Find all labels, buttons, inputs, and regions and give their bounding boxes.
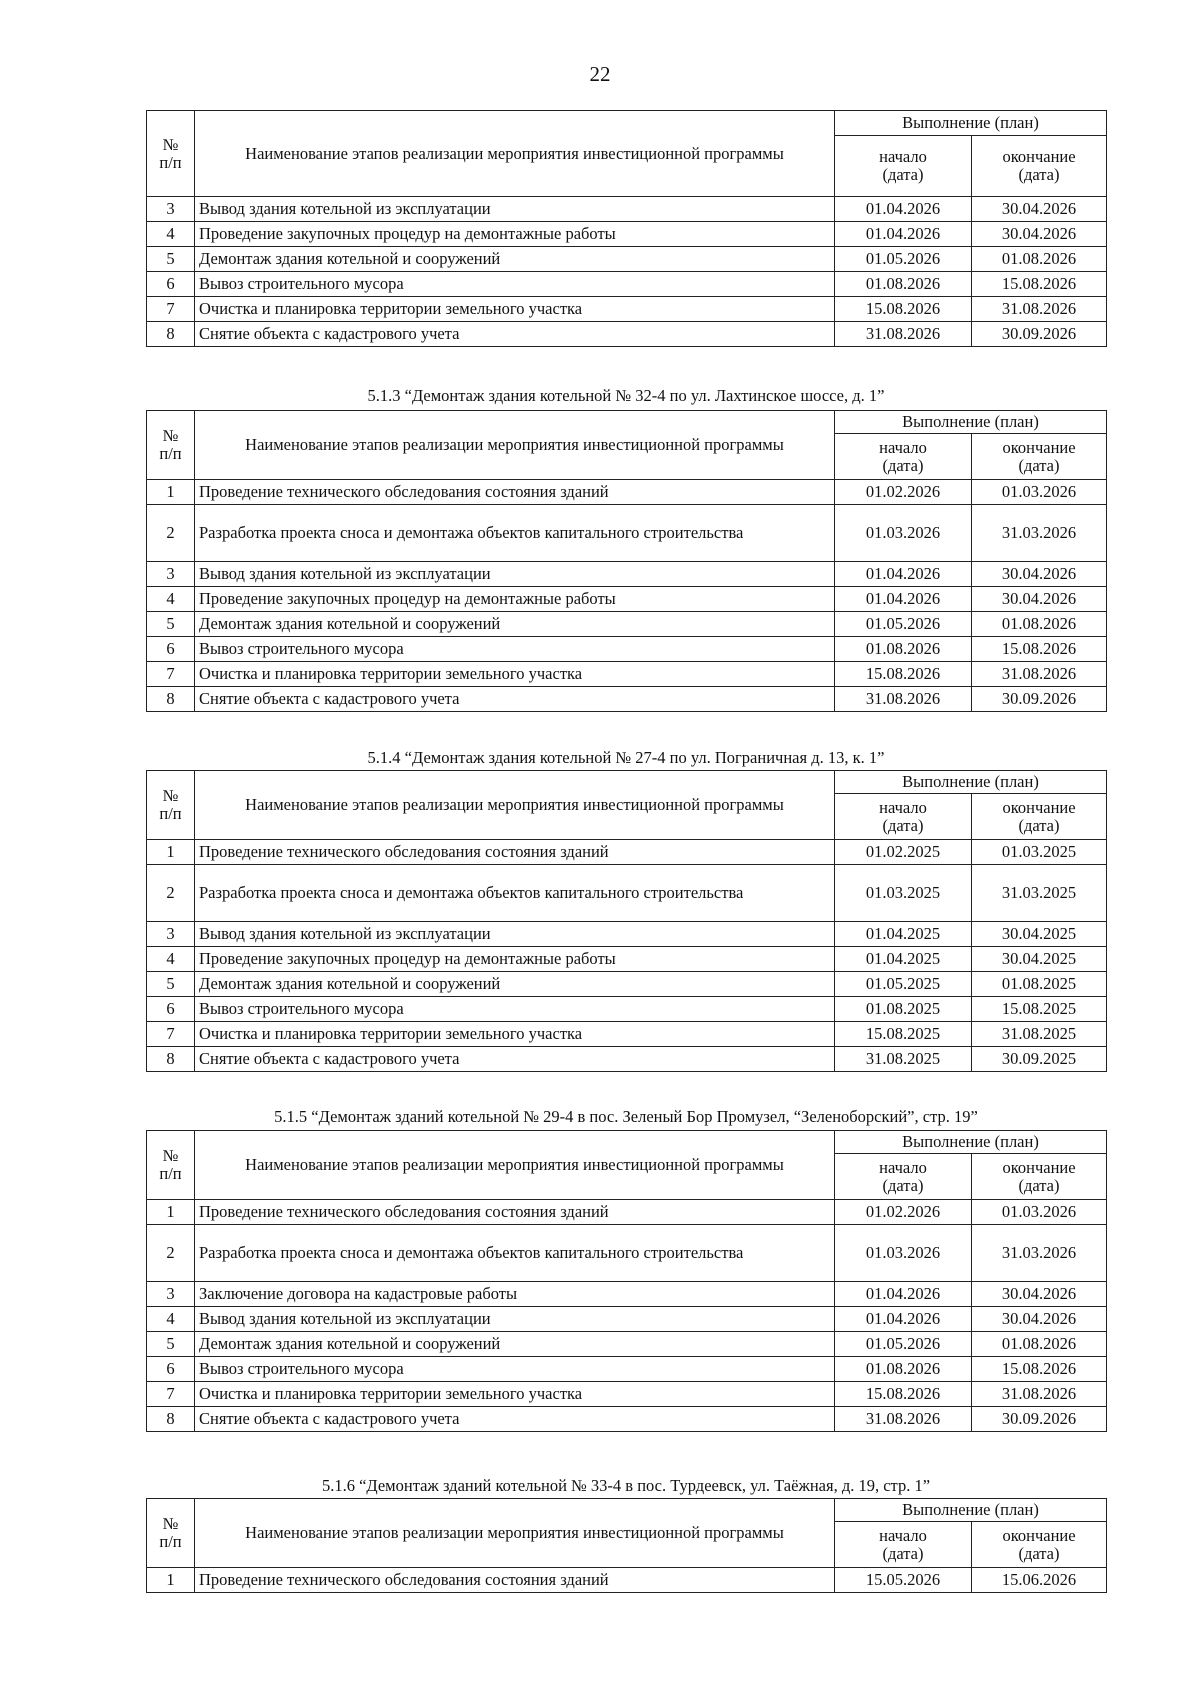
header-stage-name: Наименование этапов реализации мероприятия инвестиционной программы [195, 411, 835, 480]
table-row [147, 1382, 1107, 1407]
stage-name: Вывод здания котельной из эксплуатации [195, 562, 835, 587]
stage-name: Очистка и планировка территории земельного участка [195, 1382, 835, 1407]
row-number: 3 [147, 922, 195, 947]
stages-table-5-1-4 [146, 770, 1107, 1072]
stage-name: Проведение закупочных процедур на демонтажные работы [195, 587, 835, 612]
section-title-5-1-4: 5.1.4 “Демонтаж здания котельной № 27-4 по ул. Пограничная д. 13, к. 1” [367, 748, 885, 767]
row-number: 1 [147, 840, 195, 865]
table-row [147, 480, 1107, 505]
stage-name: Снятие объекта с кадастрового учета [195, 1407, 835, 1432]
end-date: 01.08.2026 [972, 247, 1107, 272]
row-number: 7 [147, 1382, 195, 1407]
end-date: 31.03.2025 [972, 865, 1107, 922]
stage-name: Снятие объекта с кадастрового учета [195, 1047, 835, 1072]
row-number: 4 [147, 1307, 195, 1332]
row-number: 8 [147, 1407, 195, 1432]
row-number: 3 [147, 197, 195, 222]
header-stage-name: Наименование этапов реализации мероприятия инвестиционной программы [195, 771, 835, 840]
table-row [147, 247, 1107, 272]
table-row [147, 297, 1107, 322]
header-start-date: начало (дата) [835, 1154, 972, 1200]
stage-name: Заключение договора на кадастровые работы [195, 1282, 835, 1307]
stage-name: Проведение закупочных процедур на демонтажные работы [195, 947, 835, 972]
start-date: 01.04.2025 [835, 922, 972, 947]
table-row [147, 612, 1107, 637]
stage-name: Разработка проекта сноса и демонтажа объектов капитального строительства [195, 505, 835, 562]
stage-name: Демонтаж здания котельной и сооружений [195, 972, 835, 997]
header-execution-plan: Выполнение (план) [835, 771, 1107, 794]
row-number: 6 [147, 997, 195, 1022]
stages-table-continued [146, 110, 1107, 347]
row-number: 6 [147, 637, 195, 662]
row-number: 5 [147, 972, 195, 997]
end-date: 01.03.2026 [972, 1200, 1107, 1225]
row-number: 4 [147, 222, 195, 247]
start-date: 01.03.2026 [835, 1225, 972, 1282]
header-stage-name: Наименование этапов реализации мероприятия инвестиционной программы [195, 1499, 835, 1568]
start-date: 01.05.2026 [835, 612, 972, 637]
stage-name: Вывоз строительного мусора [195, 637, 835, 662]
end-date: 30.09.2026 [972, 1407, 1107, 1432]
stage-name: Вывод здания котельной из эксплуатации [195, 197, 835, 222]
table-row [147, 662, 1107, 687]
stage-name: Очистка и планировка территории земельного участка [195, 297, 835, 322]
start-date: 01.05.2026 [835, 1332, 972, 1357]
stage-name: Вывод здания котельной из эксплуатации [195, 1307, 835, 1332]
row-number: 3 [147, 562, 195, 587]
start-date: 01.02.2026 [835, 1200, 972, 1225]
header-start-date: начало (дата) [835, 794, 972, 840]
header-num: № п/п [147, 1131, 195, 1200]
header-start-date: начало (дата) [835, 1522, 972, 1568]
stages-table-5-1-5 [146, 1130, 1107, 1432]
end-date: 31.03.2026 [972, 1225, 1107, 1282]
end-date: 30.09.2025 [972, 1047, 1107, 1072]
stages-table-5-1-3 [146, 410, 1107, 712]
row-number: 8 [147, 1047, 195, 1072]
stage-name: Очистка и планировка территории земельного участка [195, 662, 835, 687]
row-number: 3 [147, 1282, 195, 1307]
table-row [147, 197, 1107, 222]
start-date: 01.04.2025 [835, 947, 972, 972]
start-date: 01.05.2026 [835, 247, 972, 272]
table-row [147, 272, 1107, 297]
start-date: 01.08.2026 [835, 637, 972, 662]
stage-name: Разработка проекта сноса и демонтажа объектов капитального строительства [195, 865, 835, 922]
start-date: 31.08.2026 [835, 322, 972, 347]
stage-name: Проведение технического обследования состояния зданий [195, 840, 835, 865]
header-end-date: окончание (дата) [972, 136, 1107, 197]
end-date: 01.03.2026 [972, 480, 1107, 505]
header-num: № п/п [147, 1499, 195, 1568]
stage-name: Проведение закупочных процедур на демонтажные работы [195, 222, 835, 247]
table-row [147, 505, 1107, 562]
end-date: 01.08.2026 [972, 612, 1107, 637]
row-number: 2 [147, 865, 195, 922]
table-row [147, 922, 1107, 947]
row-number: 1 [147, 1200, 195, 1225]
start-date: 01.04.2026 [835, 562, 972, 587]
stage-name: Разработка проекта сноса и демонтажа объектов капитального строительства [195, 1225, 835, 1282]
end-date: 30.04.2025 [972, 922, 1107, 947]
table-row [147, 687, 1107, 712]
table-row [147, 1022, 1107, 1047]
table-row [147, 637, 1107, 662]
header-start-date: начало (дата) [835, 434, 972, 480]
start-date: 15.05.2026 [835, 1568, 972, 1593]
row-number: 8 [147, 322, 195, 347]
section-title-5-1-5: 5.1.5 “Демонтаж зданий котельной № 29-4 в пос. Зеленый Бор Промузел, “Зеленоборский”, стр. 19” [274, 1107, 978, 1126]
stage-name: Снятие объекта с кадастрового учета [195, 687, 835, 712]
stage-name: Проведение технического обследования состояния зданий [195, 1568, 835, 1593]
row-number: 5 [147, 247, 195, 272]
stage-name: Демонтаж здания котельной и сооружений [195, 612, 835, 637]
start-date: 01.03.2025 [835, 865, 972, 922]
start-date: 01.08.2025 [835, 997, 972, 1022]
header-num: № п/п [147, 771, 195, 840]
header-stage-name: Наименование этапов реализации мероприятия инвестиционной программы [195, 111, 835, 197]
stage-name: Проведение технического обследования состояния зданий [195, 480, 835, 505]
end-date: 15.08.2026 [972, 1357, 1107, 1382]
stage-name: Вывод здания котельной из эксплуатации [195, 922, 835, 947]
start-date: 15.08.2026 [835, 662, 972, 687]
table-row [147, 972, 1107, 997]
start-date: 01.03.2026 [835, 505, 972, 562]
start-date: 01.04.2026 [835, 222, 972, 247]
start-date: 01.04.2026 [835, 1307, 972, 1332]
header-num: № п/п [147, 111, 195, 197]
header-execution-plan: Выполнение (план) [835, 111, 1107, 136]
table-row [147, 947, 1107, 972]
table-row [147, 1568, 1107, 1593]
end-date: 01.08.2025 [972, 972, 1107, 997]
stage-name: Демонтаж здания котельной и сооружений [195, 1332, 835, 1357]
end-date: 31.08.2025 [972, 1022, 1107, 1047]
table-row [147, 1282, 1107, 1307]
end-date: 30.04.2025 [972, 947, 1107, 972]
row-number: 5 [147, 612, 195, 637]
row-number: 4 [147, 587, 195, 612]
row-number: 2 [147, 505, 195, 562]
end-date: 30.04.2026 [972, 587, 1107, 612]
end-date: 30.04.2026 [972, 197, 1107, 222]
table-row [147, 222, 1107, 247]
end-date: 15.06.2026 [972, 1568, 1107, 1593]
start-date: 01.05.2025 [835, 972, 972, 997]
stage-name: Вывоз строительного мусора [195, 1357, 835, 1382]
header-execution-plan: Выполнение (план) [835, 1131, 1107, 1154]
end-date: 31.08.2026 [972, 662, 1107, 687]
table-row [147, 1407, 1107, 1432]
section-title-5-1-6: 5.1.6 “Демонтаж зданий котельной № 33-4 в пос. Турдеевск, ул. Таёжная, д. 19, стр. 1” [321, 1476, 931, 1495]
end-date: 30.04.2026 [972, 222, 1107, 247]
header-num: № п/п [147, 411, 195, 480]
row-number: 2 [147, 1225, 195, 1282]
end-date: 15.08.2025 [972, 997, 1107, 1022]
header-execution-plan: Выполнение (план) [835, 411, 1107, 434]
stage-name: Проведение технического обследования состояния зданий [195, 1200, 835, 1225]
header-execution-plan: Выполнение (план) [835, 1499, 1107, 1522]
table-row [147, 1200, 1107, 1225]
row-number: 4 [147, 947, 195, 972]
stage-name: Снятие объекта с кадастрового учета [195, 322, 835, 347]
stage-name: Вывоз строительного мусора [195, 997, 835, 1022]
table-row [147, 840, 1107, 865]
start-date: 31.08.2025 [835, 1047, 972, 1072]
end-date: 15.08.2026 [972, 272, 1107, 297]
start-date: 01.04.2026 [835, 587, 972, 612]
header-end-date: окончание (дата) [972, 794, 1107, 840]
row-number: 7 [147, 297, 195, 322]
stage-name: Вывоз строительного мусора [195, 272, 835, 297]
start-date: 15.08.2026 [835, 1382, 972, 1407]
row-number: 6 [147, 272, 195, 297]
row-number: 8 [147, 687, 195, 712]
header-end-date: окончание (дата) [972, 1522, 1107, 1568]
table-row [147, 1307, 1107, 1332]
start-date: 15.08.2026 [835, 297, 972, 322]
start-date: 31.08.2026 [835, 1407, 972, 1432]
table-row [147, 1357, 1107, 1382]
page-number: 22 [589, 62, 611, 86]
table-row [147, 587, 1107, 612]
start-date: 15.08.2025 [835, 1022, 972, 1047]
stages-table-5-1-6 [146, 1498, 1107, 1593]
stage-name: Демонтаж здания котельной и сооружений [195, 247, 835, 272]
section-title-5-1-3: 5.1.3 “Демонтаж здания котельной № 32-4 по ул. Лахтинское шоссе, д. 1” [367, 386, 885, 405]
table-row [147, 1047, 1107, 1072]
end-date: 30.09.2026 [972, 687, 1107, 712]
table-row [147, 865, 1107, 922]
table-row [147, 1225, 1107, 1282]
end-date: 15.08.2026 [972, 637, 1107, 662]
header-end-date: окончание (дата) [972, 1154, 1107, 1200]
row-number: 1 [147, 480, 195, 505]
start-date: 31.08.2026 [835, 687, 972, 712]
header-end-date: окончание (дата) [972, 434, 1107, 480]
table-row [147, 562, 1107, 587]
end-date: 01.08.2026 [972, 1332, 1107, 1357]
end-date: 31.08.2026 [972, 1382, 1107, 1407]
header-start-date: начало (дата) [835, 136, 972, 197]
row-number: 7 [147, 1022, 195, 1047]
stage-name: Очистка и планировка территории земельного участка [195, 1022, 835, 1047]
start-date: 01.08.2026 [835, 272, 972, 297]
end-date: 31.08.2026 [972, 297, 1107, 322]
end-date: 30.04.2026 [972, 1282, 1107, 1307]
start-date: 01.02.2025 [835, 840, 972, 865]
start-date: 01.02.2026 [835, 480, 972, 505]
table-row [147, 322, 1107, 347]
end-date: 30.04.2026 [972, 1307, 1107, 1332]
start-date: 01.04.2026 [835, 197, 972, 222]
end-date: 01.03.2025 [972, 840, 1107, 865]
end-date: 30.04.2026 [972, 562, 1107, 587]
start-date: 01.08.2026 [835, 1357, 972, 1382]
row-number: 1 [147, 1568, 195, 1593]
row-number: 5 [147, 1332, 195, 1357]
table-row [147, 997, 1107, 1022]
end-date: 30.09.2026 [972, 322, 1107, 347]
end-date: 31.03.2026 [972, 505, 1107, 562]
table-row [147, 1332, 1107, 1357]
start-date: 01.04.2026 [835, 1282, 972, 1307]
header-stage-name: Наименование этапов реализации мероприятия инвестиционной программы [195, 1131, 835, 1200]
row-number: 6 [147, 1357, 195, 1382]
row-number: 7 [147, 662, 195, 687]
